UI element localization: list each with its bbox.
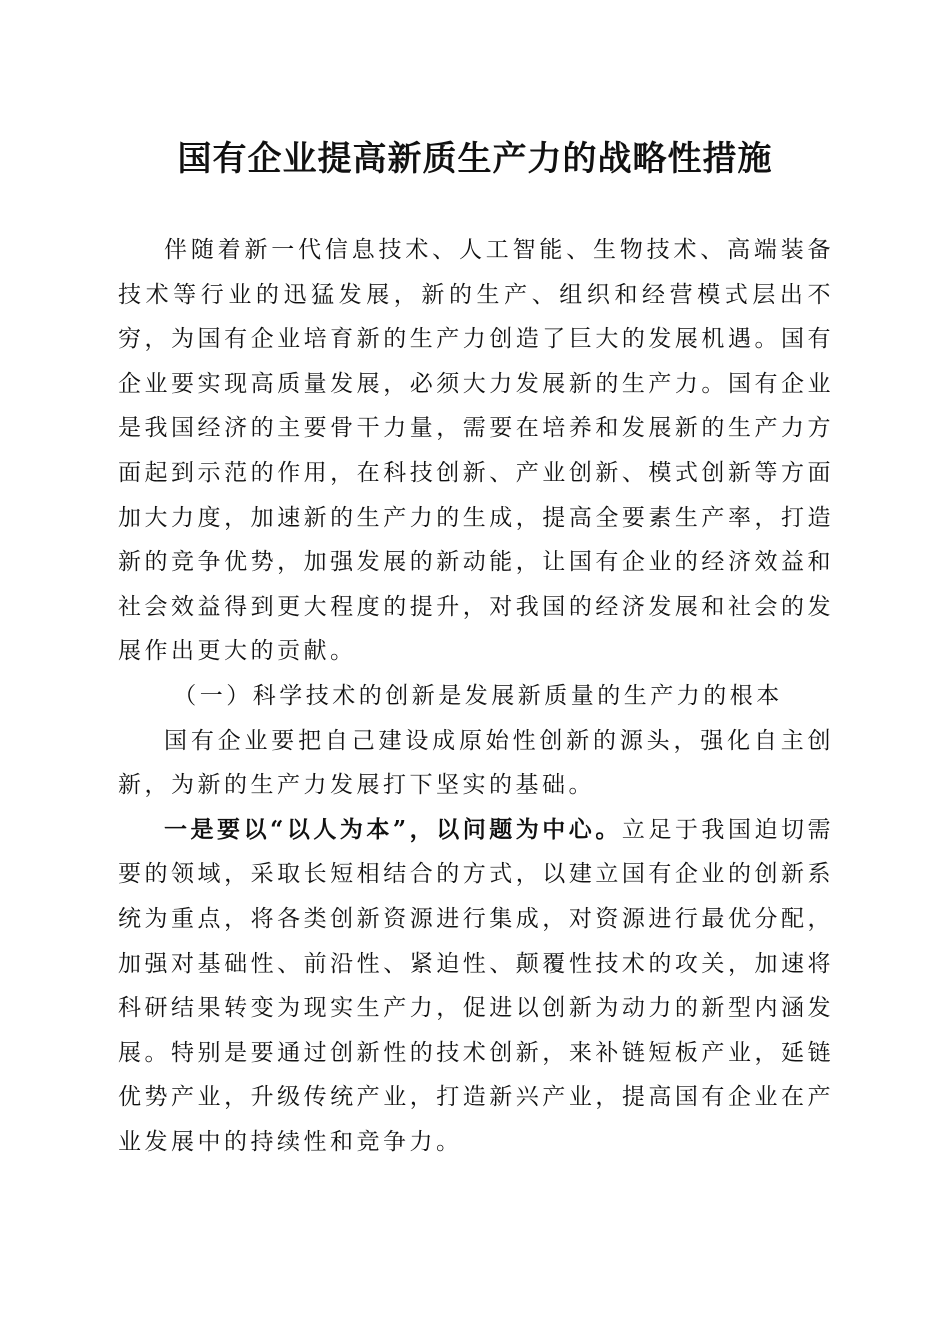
document-body [118,228,834,1164]
section-heading: （一）科学技术的创新是发展新质量的生产力的根本 [173,682,783,709]
point-one-text: 立足于我国迫切需要的领域，采取长短相结合的方式，以建立国有企业的创新系统为重点，将各类创新资源进行集成，对资源进行最优分配，加强对基础性、前沿性、紧迫性、颠覆性技术的攻关，加速将科研结果转变为现实生产力，促进以创新为动力的新型内涵发展。特别是要通过创新性的技术创新，来补链短板产业，延链优势产业，升级传统产业，打造新兴产业，提高国有企业在产业发展中的持续性和竞争力。 [118,816,834,1155]
point-one-lead: 一是要以“以人为本”，以问题为中心。 [164,815,622,843]
point-one-paragraph [118,808,834,1165]
document-title: 国有企业提高新质生产力的战略性措施 [177,139,773,179]
section-intro-paragraph: 国有企业要把自己建设成原始性创新的源头，强化自主创新，为新的生产力发展打下坚实的基础。 [118,727,834,799]
intro-paragraph: 伴随着新一代信息技术、人工智能、生物技术、高端装备技术等行业的迅猛发展，新的生产、组织和经营模式层出不穷，为国有企业培育新的生产力创造了巨大的发展机遇。国有企业要实现高质量发展，必须大力发展新的生产力。国有企业是我国经济的主要骨干力量，需要在培养和发展新的生产力方面起到示范的作用，在科技创新、产业创新、模式创新等方面加大力度，加速新的生产力的生成，提高全要素生产率，打造新的竞争优势，加强发展的新动能，让国有企业的经济效益和社会效益得到更大程度的提升，对我国的经济发展和社会的发展作出更大的贡献。 [118,237,834,665]
